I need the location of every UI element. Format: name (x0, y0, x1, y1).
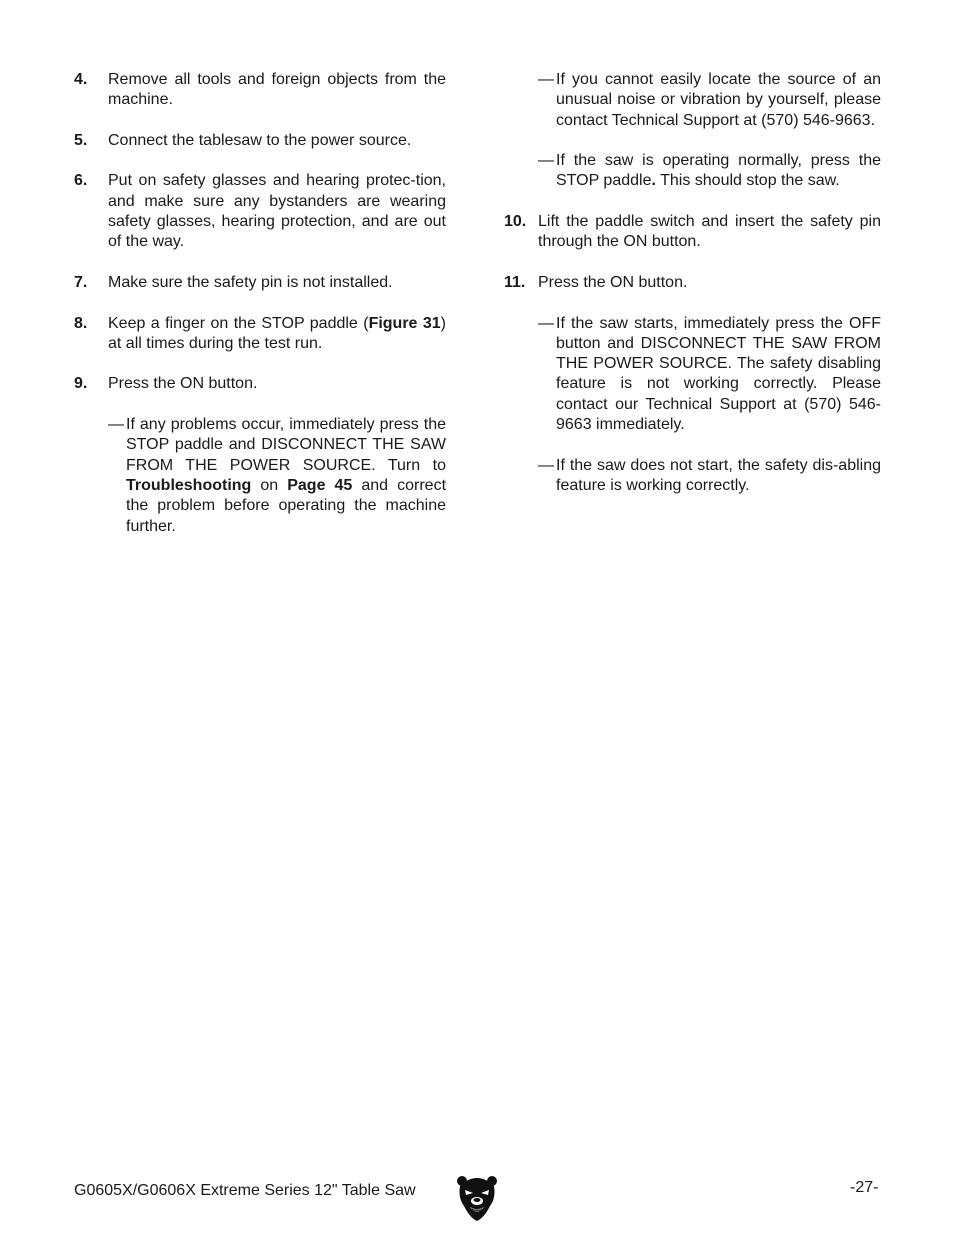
step-item (504, 212, 881, 253)
note-text (126, 416, 446, 534)
step-text (538, 213, 881, 250)
step-text (108, 274, 393, 291)
text-run: If the saw does not start, the safety dis-abling feature is working correctly. (556, 456, 881, 494)
step-text (108, 315, 446, 352)
step-item (74, 374, 446, 394)
left-column (74, 70, 446, 557)
em-dash: — (538, 314, 554, 332)
footer-title: G0605X/G0606X Extreme Series 12" Table Saw (74, 1182, 416, 1199)
bold-text: Troubleshooting (126, 476, 252, 494)
text-run: Press the ON button. (538, 273, 688, 291)
text-run: If the saw starts, immediately press the OFF button and DISCONNECT THE SAW FROM THE POWER SOURCE. The safety disabling feature is not working correctly. Please contact our Technical Support at (570) 546-9663 immediately. (556, 314, 881, 434)
text-run: Put on safety glasses and hearing protec-tion, and make sure any bystanders are wearing safety glasses, hearing protection, and are out of the way. (108, 172, 446, 251)
step-item (74, 131, 446, 151)
em-dash: — (538, 152, 554, 170)
step-number: 10. (504, 213, 527, 231)
step-text (108, 172, 446, 250)
note-item (108, 415, 446, 537)
note-text (556, 71, 881, 129)
page-number: -27- (850, 1179, 879, 1196)
note-item (538, 456, 881, 497)
step-item (74, 273, 446, 293)
note-text (556, 315, 881, 433)
step-number: 5. (74, 131, 88, 149)
step-number: 11. (504, 273, 526, 291)
bold-text: Figure 31 (368, 314, 441, 332)
text-run: Keep a finger on the STOP paddle ( (108, 314, 369, 332)
step-text (538, 274, 687, 291)
text-run: on (251, 476, 288, 494)
grizzly-bear-head-icon (456, 1174, 498, 1222)
step-text (108, 132, 411, 149)
text-run: Make sure the safety pin is not installed. (108, 273, 393, 291)
step-number: 7. (74, 273, 88, 291)
em-dash: — (538, 456, 554, 474)
step-number: 9. (74, 375, 88, 393)
text-run: Press the ON button. (108, 375, 258, 393)
text-run: If the saw is operating normally, press the STOP paddle (556, 152, 881, 190)
note-item (538, 70, 881, 131)
text-run: If any problems occur, immediately press the STOP paddle and DISCONNECT THE SAW FROM THE POWER SOURCE. Turn to (126, 416, 446, 474)
step-text (108, 375, 257, 392)
em-dash: — (538, 71, 554, 88)
step-number: 4. (74, 71, 88, 88)
note-item (538, 151, 881, 192)
text-run: Lift the paddle switch and insert the safety pin through the ON button. (538, 213, 881, 251)
step-number: 6. (74, 172, 88, 190)
text-run: Connect the tablesaw to the power source. (108, 131, 412, 149)
text-run: Remove all tools and foreign objects from the machine. (108, 71, 446, 109)
text-run: This should stop the saw. (655, 172, 840, 190)
note-text (556, 152, 881, 189)
step-item (74, 70, 446, 111)
note-item (538, 314, 881, 436)
step-item (74, 314, 446, 355)
step-item (504, 273, 881, 293)
bold-text: . (651, 172, 656, 190)
step-text (108, 71, 446, 108)
em-dash: — (108, 416, 124, 434)
text-run: ) at all times during the test run. (108, 314, 446, 352)
step-number: 8. (74, 314, 88, 332)
bold-text: Page 45 (287, 476, 353, 494)
note-text (556, 457, 881, 494)
step-item (74, 171, 446, 252)
right-column (504, 70, 881, 517)
text-run: If you cannot easily locate the source of an unusual noise or vibration by yourself, please contact Technical Support at (570) 546-9663. (556, 71, 881, 129)
text-run: and correct the problem before operating the machine further. (126, 476, 447, 535)
